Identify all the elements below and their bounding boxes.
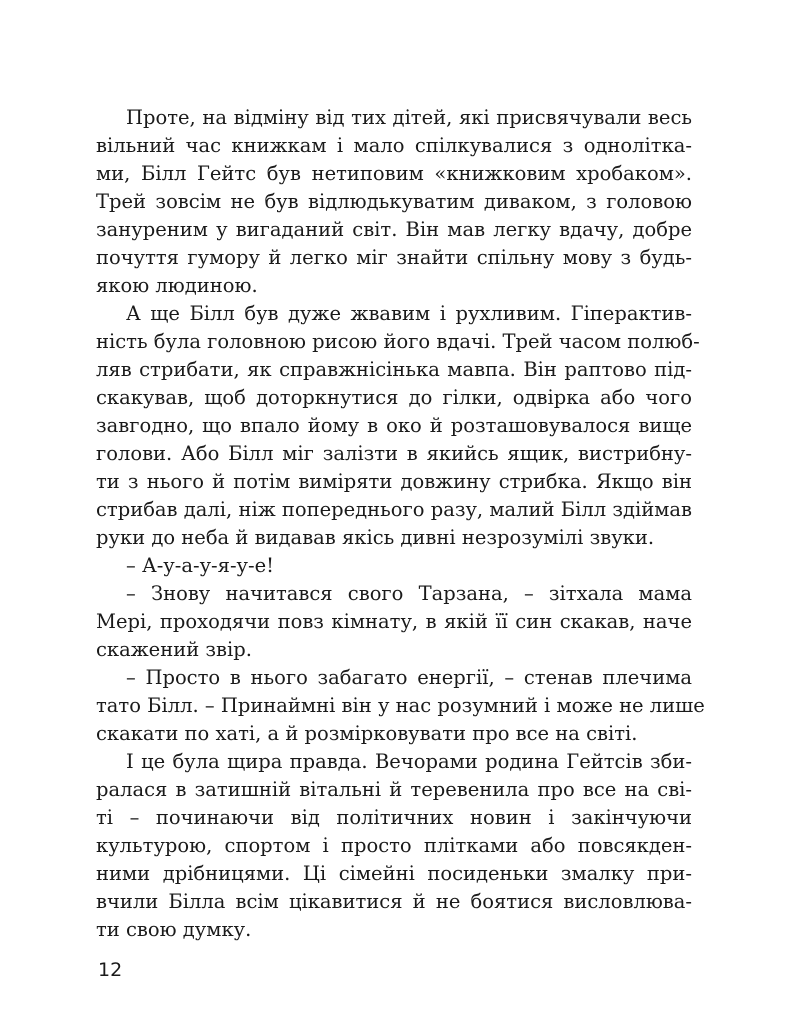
- text-line: – Просто в нього забагато енергії, – стенав плечима: [126, 666, 692, 689]
- text-line: зануреним у вигаданий світ. Він мав легку вдачу, добре: [96, 218, 692, 241]
- text-line: культурою, спортом і просто плітками або повсякден-: [96, 834, 692, 857]
- text-line: скакував, щоб доторкнутися до гілки, одвірка або чого: [96, 386, 692, 409]
- text-line: тато Білл. – Принаймні він у нас розумний і може не лише: [96, 694, 705, 717]
- text-line: І це була щира правда. Вечорами родина Гейтсів зби-: [126, 750, 692, 773]
- paragraph: [96, 300, 700, 552]
- text-line: скажений звір.: [96, 638, 252, 661]
- text-line: ти свою думку.: [96, 918, 252, 941]
- text-line: ті – починаючи від політичних новин і закінчуючи: [96, 806, 692, 829]
- paragraph: [96, 580, 692, 664]
- text-line: Трей зовсім не був відлюдькуватим диваком, з головою: [96, 190, 692, 213]
- text-line: Мері, проходячи повз кімнату, в якій її син скакав, наче: [96, 610, 692, 633]
- text-line: ми, Білл Гейтс був нетиповим «книжковим хробаком».: [96, 162, 692, 185]
- paragraph: [96, 552, 692, 580]
- text-line: почуття гумору й легко міг знайти спільну мову з будь-: [96, 246, 692, 269]
- text-line: завгодно, що впало йому в око й розташовувалося вище: [96, 414, 692, 437]
- paragraph: [96, 104, 692, 300]
- text-line: ти з нього й потім виміряти довжину стрибка. Якщо він: [96, 470, 692, 493]
- text-line: Проте, на відміну від тих дітей, які присвячували весь: [126, 106, 692, 129]
- text-line: ляв стрибати, як справжнісінька мавпа. Він раптово під-: [96, 358, 692, 381]
- paragraph: [96, 664, 705, 748]
- text-line: ність була головною рисою його вдачі. Трей часом полюб-: [96, 330, 700, 353]
- text-line: скакати по хаті, а й розмірковувати про все на світі.: [96, 722, 638, 745]
- text-line: вільний час книжкам і мало спілкувалися з однолітка-: [96, 134, 692, 157]
- paragraph: [96, 748, 692, 944]
- text-line: вчили Білла всім цікавитися й не боятися висловлюва-: [96, 890, 692, 913]
- text-line: голови. Або Білл міг залізти в якийсь ящик, вистрибну-: [96, 442, 692, 465]
- page-number: 12: [98, 959, 123, 981]
- text-line: А ще Білл був дуже жвавим і рухливим. Гіперактив-: [126, 302, 692, 325]
- text-line: стрибав далі, ніж попереднього разу, малий Білл здіймав: [96, 498, 692, 521]
- text-line: – А-у-а-у-я-у-е!: [126, 554, 274, 577]
- page-body-text: [96, 104, 705, 944]
- text-line: – Знову начитався свого Тарзана, – зітхала мама: [126, 582, 692, 605]
- text-line: ралася в затишній вітальні й теревенила про все на сві-: [96, 778, 692, 801]
- text-line: ними дрібницями. Ці сімейні посиденьки змалку при-: [96, 862, 692, 885]
- text-line: якою людиною.: [96, 274, 258, 297]
- text-line: руки до неба й видавав якісь дивні незрозумілі звуки.: [96, 526, 655, 549]
